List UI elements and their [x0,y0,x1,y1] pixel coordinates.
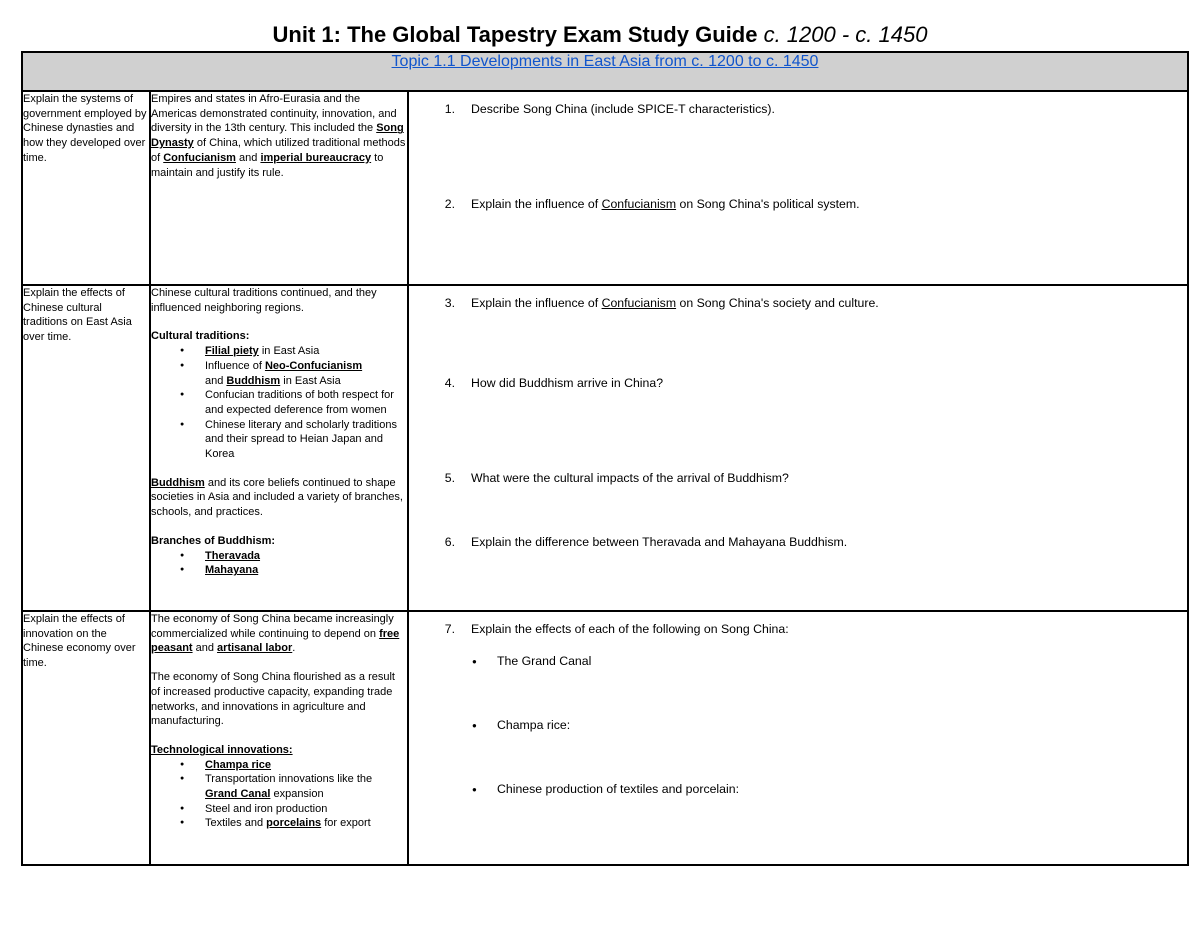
text-run: on Song China's society and culture. [676,296,879,310]
text-run: in East Asia [258,345,320,358]
list-item [205,344,407,359]
question-number: 5. [444,471,455,485]
text-run: and [205,374,227,387]
content-paragraph: The economy of Song China flourished as a result of increased productive capacity, expanding trade networks, and innovations in agriculture and manufacturing. [151,671,395,728]
questions-cell [408,91,1188,285]
text-run: Explain the influence of [471,296,602,310]
question-number: 6. [444,535,455,549]
text-run: in East Asia [280,374,341,387]
traditions-list [151,344,407,462]
text-run: and its core beliefs continued to shape societies in Asia and included a variety of branches, schools, and practices. [151,476,403,519]
key-term: Confucianism [601,197,677,211]
key-term: Confucianism [601,296,677,310]
question-bullet [472,653,592,669]
section-heading: Technological innovations: [151,743,293,756]
question-text: Explain the effects of each of the following on Song China: [471,622,789,636]
key-term: Confucianism [163,151,236,164]
text-run: Explain the influence of [471,197,602,211]
question-number: 4. [444,376,455,390]
text-run: Confucian traditions of both respect for and expected deference from women [205,389,394,416]
list-item [205,802,407,817]
key-term: artisanal labor [217,642,293,655]
content-paragraph: Chinese cultural traditions continued, and they influenced neighboring regions. [151,287,377,314]
content-cell [150,611,408,865]
question-number: 2. [444,197,455,211]
text-run: and [235,151,261,164]
text-run: Influence of [205,359,265,372]
text-run: Textiles and [205,817,267,830]
study-guide-table [21,51,1189,866]
text-run: Empires and states in Afro-Eurasia and the Americas demonstrated continuity, innovation, and diversity in the 13th century. This included the [151,93,397,135]
question-text: What were the cultural impacts of the arrival of Buddhism? [471,471,789,485]
objective-text: Explain the effects of innovation on the Chinese economy over time. [23,613,136,670]
question-text [471,295,879,311]
content-paragraph [151,612,407,656]
list-item [205,816,407,831]
question-number: 1. [444,102,455,116]
question-text: How did Buddhism arrive in China? [471,376,664,390]
list-item [205,758,407,773]
question-number: 3. [444,296,455,310]
objective-cell [22,91,150,285]
objective-cell [22,611,150,865]
text-run: . [292,642,296,655]
table-row [22,91,1188,285]
key-term: Mahayana [205,564,259,577]
key-term: Song Dynasty [151,122,404,150]
section-heading: Cultural traditions: [151,330,250,343]
objective-cell [22,285,150,611]
table-row [22,611,1188,865]
key-term: Neo-Confucianism [264,359,363,372]
text-run: Steel and iron production [205,802,328,815]
bullet-text: The Grand Canal [497,654,592,668]
list-item [205,563,407,578]
list-item [205,418,407,462]
key-term: Buddhism [151,476,205,489]
question-bullet [472,717,571,733]
branches-list [151,549,407,578]
list-item [205,549,407,564]
key-term: Theravada [205,549,261,562]
key-term: porcelains [266,817,322,830]
bullet-icon: ● [472,657,477,666]
question-text [471,196,860,212]
objective-text: Explain the systems of government employed by Chinese dynasties and how they developed over time. [23,93,147,164]
question-text: Explain the difference between Theravada and Mahayana Buddhism. [471,535,848,549]
bullet-text: Champa rice: [497,718,571,732]
title-dates: c. 1200 - c. 1450 [763,22,928,47]
key-term: Buddhism [226,374,281,387]
text-run: on Song China's political system. [676,197,860,211]
question-number: 7. [444,622,455,636]
objective-text: Explain the effects of Chinese cultural traditions on East Asia over time. [23,287,132,344]
list-item [205,388,407,417]
content-cell [150,285,408,611]
text-run: and [192,642,218,655]
text-run: to maintain and justify its rule. [151,151,384,179]
text-run: Chinese literary and scholarly traditions and their spread to Heian Japan and Korea [205,418,397,461]
bullet-text: Chinese production of textiles and porcelain: [497,782,739,796]
text-run: for export [321,817,371,830]
content-cell [150,91,408,285]
text-run: The economy of Song China became increasingly commercialized while continuing to depend on [151,613,394,640]
questions-cell [408,285,1188,611]
page-title [0,22,1200,48]
bullet-icon: ● [472,721,477,730]
section-heading: Branches of Buddhism: [151,534,276,547]
list-item [205,772,407,801]
table-row [22,285,1188,611]
text-run: expansion [270,788,324,801]
key-term: free peasant [151,627,400,655]
content-paragraph [151,476,407,520]
key-term: imperial bureaucracy [260,151,372,164]
bullet-icon: ● [472,785,477,794]
list-item [205,359,407,388]
question-bullet [472,781,739,797]
topic-header-cell [22,52,1188,91]
question-text: Describe Song China (include SPICE-T characteristics). [471,102,775,116]
topic-header-row [22,52,1188,91]
innovations-list [151,758,407,832]
text-run: of China, which utilized traditional methods of [151,137,406,164]
key-term: Filial piety [205,345,259,358]
questions-cell [408,611,1188,865]
title-main: Unit 1: The Global Tapestry Exam Study Guide [272,22,758,47]
text-run: Transportation innovations like the [205,773,373,786]
topic-link[interactable]: Topic 1.1 Developments in East Asia from c. 1200 to c. 1450 [391,53,819,70]
content-paragraph [151,92,407,180]
key-term: Grand Canal [205,788,271,801]
key-term: Champa rice [205,758,272,771]
